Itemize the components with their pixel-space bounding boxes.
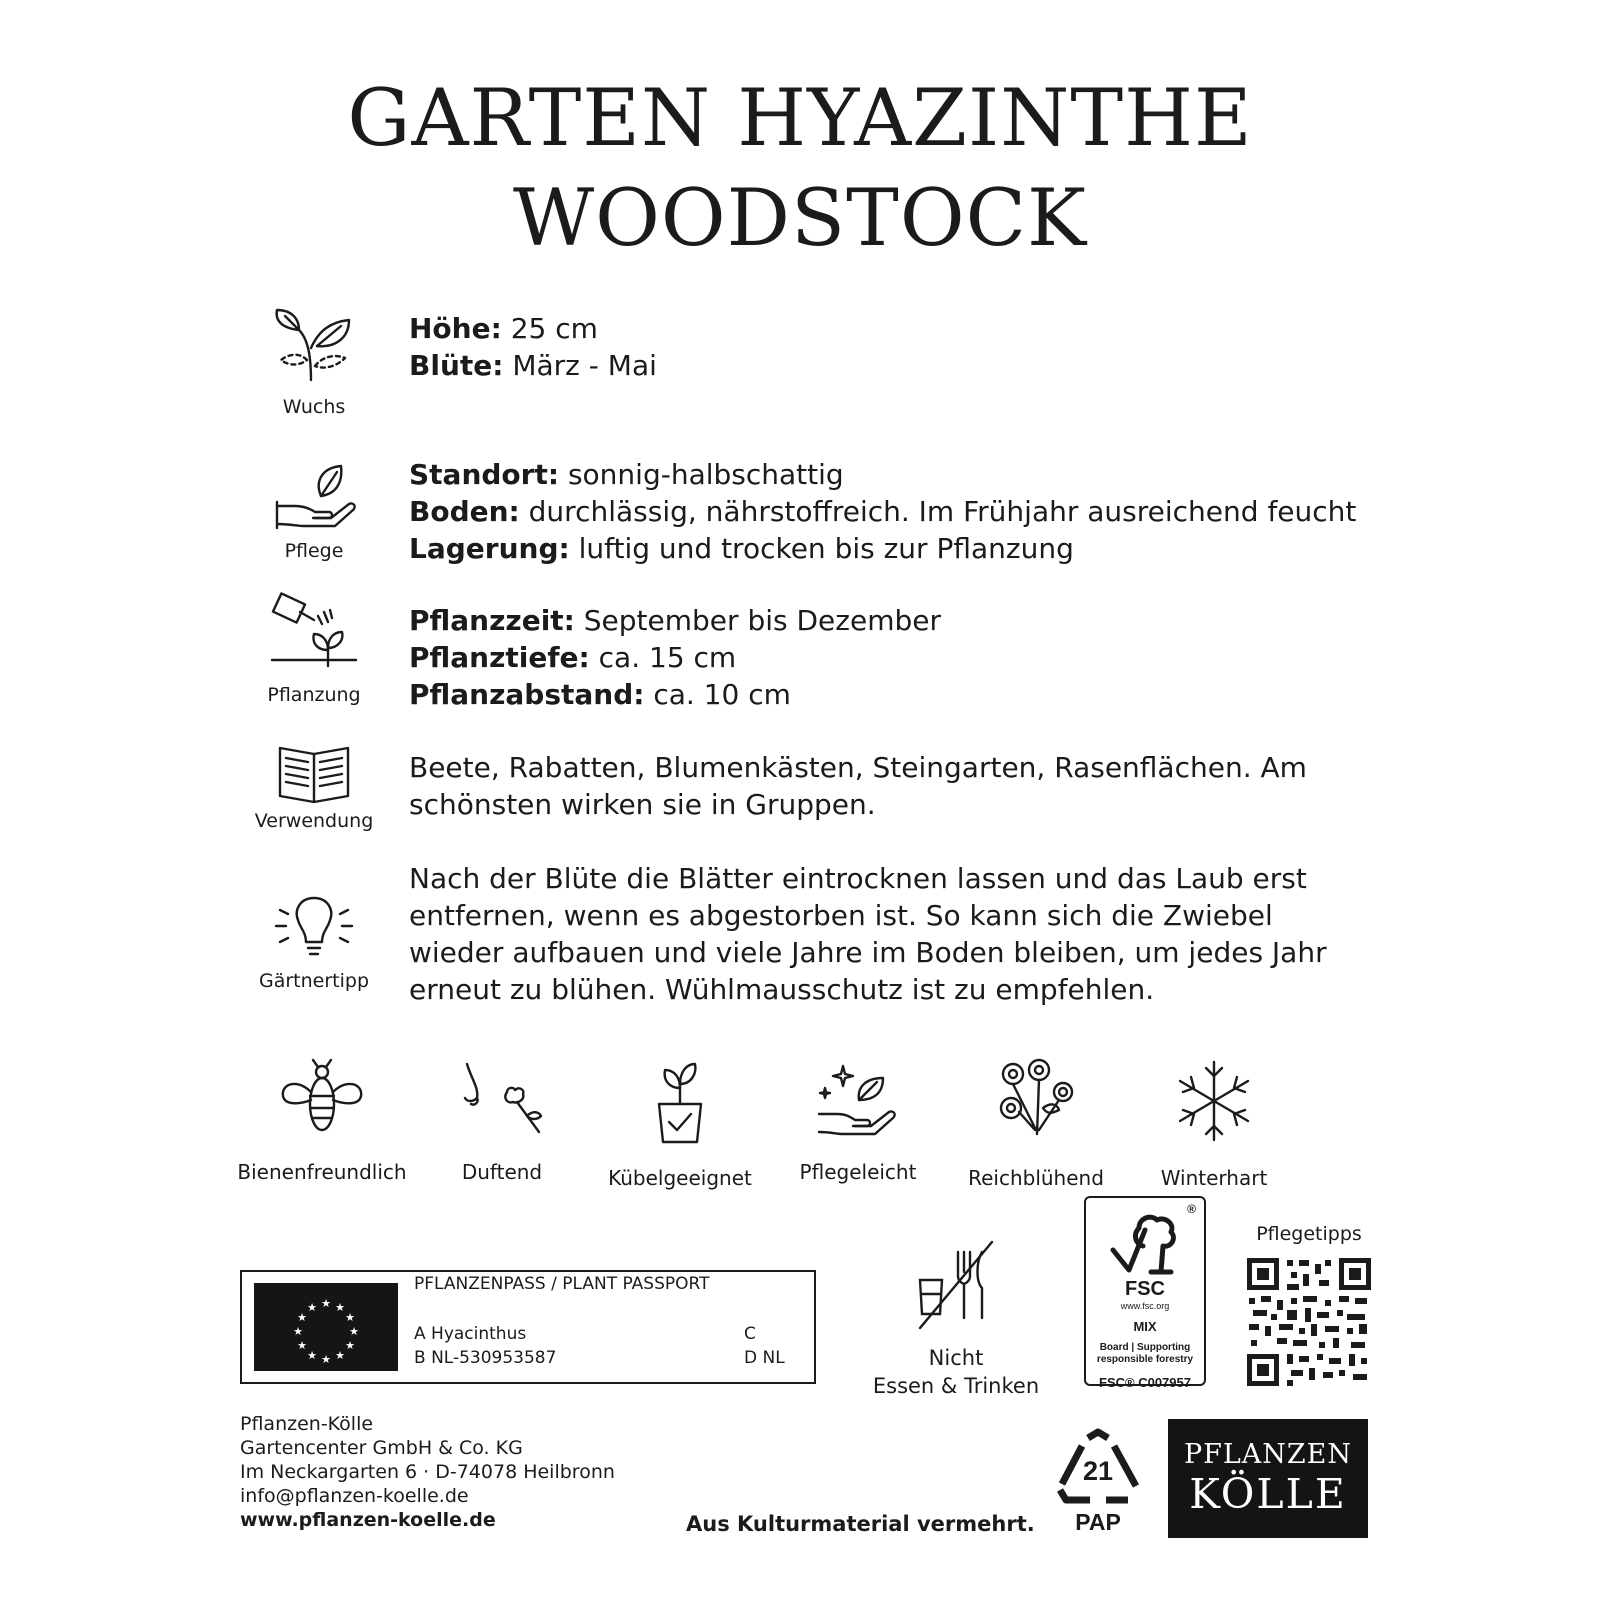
wuchs-caption: Wuchs — [282, 396, 346, 418]
recycle-mark — [1052, 1428, 1144, 1536]
svg-text:★: ★ — [307, 1301, 317, 1314]
hand-sparkle-leaf-icon — [813, 1058, 903, 1138]
svg-text:★: ★ — [297, 1311, 307, 1324]
svg-text:★: ★ — [307, 1349, 317, 1362]
open-book-icon — [274, 740, 354, 804]
info-row: Höhe: 25 cm — [409, 312, 598, 345]
passport-a: A Hyacinthus — [414, 1324, 527, 1344]
bee-icon — [277, 1058, 367, 1138]
svg-text:★: ★ — [293, 1325, 303, 1338]
info-row: Lagerung: luftig und trocken bis zur Pflanzung — [409, 532, 1074, 565]
fsc-name: FSC — [1125, 1278, 1165, 1300]
qr-code-icon[interactable] — [1247, 1258, 1371, 1386]
brand-line-2: KÖLLE — [1189, 1470, 1347, 1518]
plant-passport — [240, 1270, 816, 1384]
company-address: Pflanzen-Kölle Gartencenter GmbH & Co. KG Im Neckargarten 6 · D-74078 Heilbronn info@pflanzen-koelle.de www.pflanzen-koelle.de — [240, 1413, 615, 1531]
svg-text:★: ★ — [349, 1325, 359, 1338]
verwendung-block — [254, 740, 374, 832]
feature-reichbluehend: Reichblühend — [946, 1058, 1126, 1190]
watering-can-icon — [268, 590, 360, 678]
wuchs-block — [254, 300, 374, 418]
pflege-block — [254, 462, 374, 562]
eu-flag-icon — [254, 1283, 398, 1371]
pflanzung-block — [254, 590, 374, 706]
feature-duftend: Duftend — [412, 1058, 592, 1184]
not-edible-block — [866, 1232, 1046, 1400]
svg-text:★: ★ — [321, 1353, 331, 1366]
svg-text:★: ★ — [321, 1297, 331, 1310]
flower-bouquet-icon — [991, 1058, 1081, 1144]
fsc-label — [1084, 1196, 1206, 1390]
tipp-caption: Gärtnertipp — [258, 970, 370, 992]
fsc-reg: ® — [1187, 1202, 1196, 1216]
feature-bienenfreundlich: Bienenfreundlich — [232, 1058, 412, 1184]
fsc-type: MIX — [1133, 1319, 1157, 1334]
page-title — [0, 68, 1600, 268]
fsc-code: FSC® C007957 — [1099, 1375, 1191, 1390]
passport-c: C — [744, 1324, 756, 1344]
passport-d: D NL — [744, 1348, 785, 1368]
qr-block — [1234, 1222, 1384, 1386]
brand-line-1: PFLANZEN — [1183, 1439, 1353, 1470]
snowflake-icon — [1169, 1058, 1259, 1144]
wuchs-info — [409, 310, 1409, 384]
kultur-note: Aus Kulturmaterial vermehrt. — [686, 1512, 1035, 1536]
fsc-desc-1: Board | Supporting — [1099, 1342, 1191, 1353]
not-edible-line-2: Essen & Trinken — [872, 1374, 1040, 1398]
nose-flower-icon — [457, 1058, 547, 1138]
tipp-info: Nach der Blüte die Blätter eintrocknen lassen und das Laub erst entfernen, wenn es abgestorben ist. So kann sich die Zwiebel wieder aufbauen und viele Jahre im Boden bleiben, um jedes Jahr erneut zu blühen. Wühlmausschutz ist zu empfehlen. — [409, 862, 1327, 1006]
svg-text:★: ★ — [345, 1339, 355, 1352]
info-row: Pflanzabstand: ca. 10 cm — [409, 678, 791, 711]
email-link[interactable]: info@pflanzen-koelle.de — [240, 1485, 469, 1507]
recycle-number: 21 — [1082, 1456, 1114, 1486]
feature-kuebelgeeignet: Kübelgeeignet — [590, 1058, 770, 1190]
info-row: Pflanzzeit: September bis Dezember — [409, 604, 941, 637]
not-edible-line-1: Nicht — [928, 1346, 984, 1370]
sprout-leaves-icon — [269, 300, 359, 390]
verwendung-info: Beete, Rabatten, Blumenkästen, Steingarten, Rasenflächen. Am schönsten wirken sie in Gruppen. — [409, 751, 1307, 821]
pflanzung-caption: Pflanzung — [267, 684, 361, 706]
potted-plant-icon — [635, 1058, 725, 1144]
pflege-info — [409, 456, 1409, 567]
info-row: Pflanztiefe: ca. 15 cm — [409, 641, 737, 674]
info-row: Boden: durchlässig, nährstoffreich. Im Frühjahr ausreichend feucht — [409, 495, 1357, 528]
title-line-1: GARTEN HYAZINTHE — [347, 72, 1253, 164]
verwendung-caption: Verwendung — [254, 810, 374, 832]
qr-label: Pflegetipps — [1256, 1223, 1362, 1245]
info-row: Blüte: März - Mai — [409, 349, 657, 382]
light-bulb-icon — [268, 890, 360, 964]
passport-title: PFLANZENPASS / PLANT PASSPORT — [414, 1274, 710, 1294]
fsc-url: www.fsc.org — [1120, 1301, 1170, 1311]
pflege-caption: Pflege — [284, 540, 344, 562]
no-food-drink-icon — [906, 1232, 1006, 1332]
brand-logo — [1168, 1419, 1368, 1538]
recycle-code: PAP — [1075, 1509, 1121, 1535]
tipp-block — [254, 890, 374, 992]
svg-text:★: ★ — [345, 1311, 355, 1324]
fsc-tree-logo-icon — [1105, 1210, 1185, 1278]
pflanzung-info — [409, 602, 1409, 713]
feature-winterhart: Winterhart — [1124, 1058, 1304, 1190]
info-row: Standort: sonnig-halbschattig — [409, 458, 844, 491]
svg-text:★: ★ — [335, 1301, 345, 1314]
title-line-2: WOODSTOCK — [512, 172, 1088, 264]
feature-pflegeleicht: Pflegeleicht — [768, 1058, 948, 1184]
website-link[interactable]: www.pflanzen-koelle.de — [240, 1509, 496, 1531]
svg-text:★: ★ — [297, 1339, 307, 1352]
passport-b: B NL-530953587 — [414, 1348, 557, 1368]
svg-text:★: ★ — [335, 1349, 345, 1362]
hand-leaf-icon — [269, 462, 359, 534]
fsc-desc-2: responsible forestry — [1096, 1354, 1194, 1365]
